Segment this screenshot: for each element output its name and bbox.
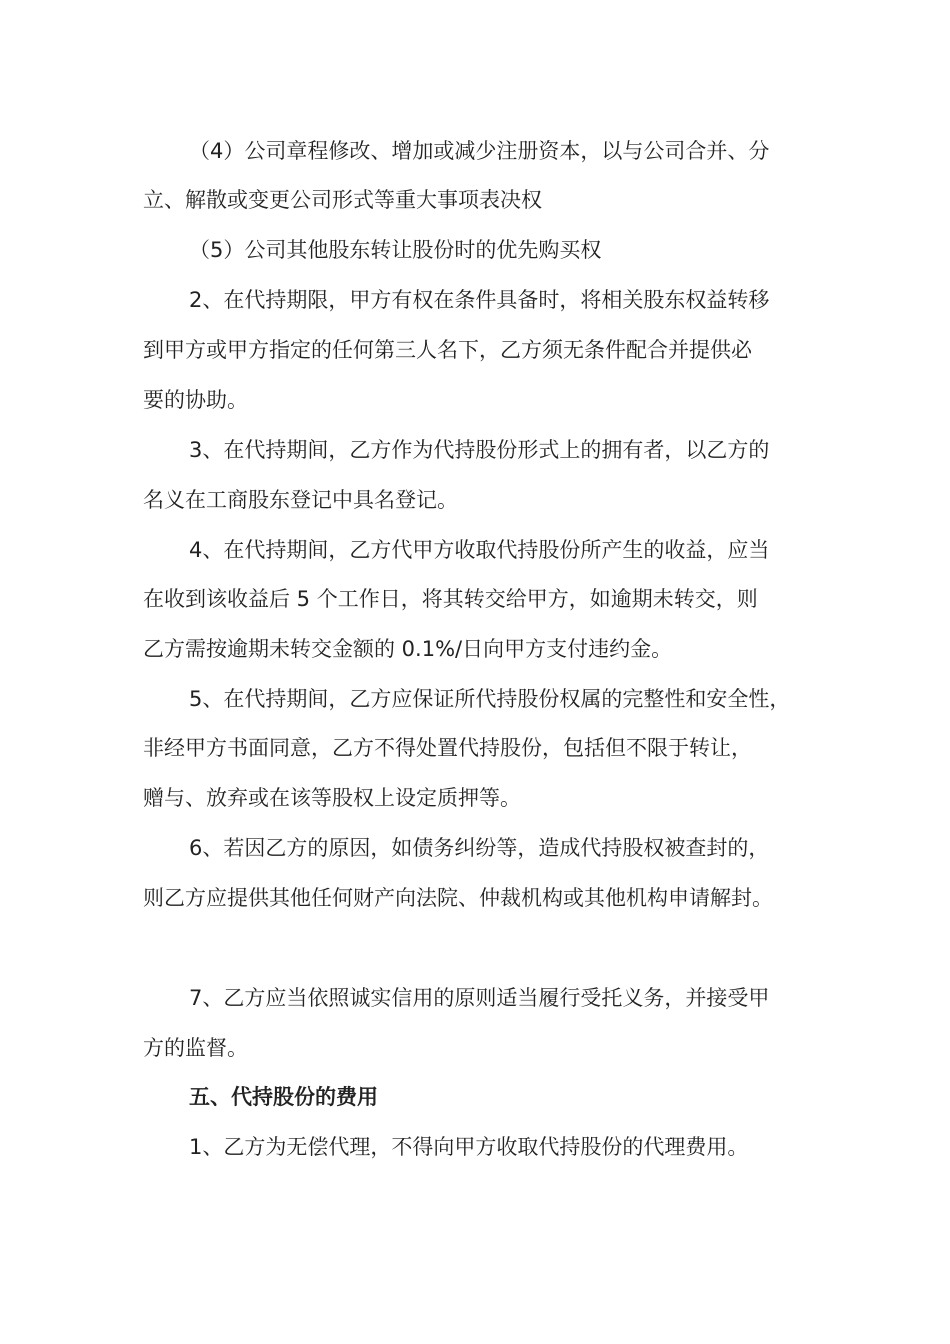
clause-2-line-3: 要的协助。: [143, 388, 248, 412]
clause-4-line-1: 4、在代持期间，乙方代甲方收取代持股份所产生的收益，应当: [189, 538, 770, 562]
clause-6-line-2: 则乙方应提供其他任何财产向法院、仲裁机构或其他机构申请解封。: [143, 886, 773, 910]
clause-5-line-1: 5、在代持期间，乙方应保证所代持股份权属的完整性和安全性，: [189, 687, 791, 711]
clause-4-line-2: 在收到该收益后 5 个工作日，将其转交给甲方，如逾期未转交，则: [143, 587, 758, 611]
clause-4-line-3: 乙方需按逾期未转交金额的 0.1%/日向甲方支付违约金。: [143, 637, 673, 661]
clause-4-4-line-1: （4）公司章程修改、增加或减少注册资本，以与公司合并、分: [189, 139, 770, 163]
clause-3-line-1: 3、在代持期间，乙方作为代持股份形式上的拥有者，以乙方的: [189, 438, 770, 462]
clause-4-4-line-2: 立、解散或变更公司形式等重大事项表决权: [143, 188, 542, 212]
section-5-heading: 五、代持股份的费用: [189, 1085, 378, 1109]
clause-5-line-3: 赠与、放弃或在该等股权上设定质押等。: [143, 786, 521, 810]
clause-6-line-1: 6、若因乙方的原因，如债务纠纷等，造成代持股权被查封的，: [189, 836, 770, 860]
clause-7-line-2: 方的监督。: [143, 1036, 248, 1060]
section-5-clause-1: 1、乙方为无偿代理，不得向甲方收取代持股份的代理费用。: [189, 1135, 749, 1159]
clause-3-line-2: 名义在工商股东登记中具名登记。: [143, 488, 458, 512]
clause-7-line-1: 7、乙方应当依照诚实信用的原则适当履行受托义务，并接受甲: [189, 986, 770, 1010]
clause-5-line-2: 非经甲方书面同意，乙方不得处置代持股份，包括但不限于转让，: [143, 736, 752, 760]
clause-4-5-line: （5）公司其他股东转让股份时的优先购买权: [189, 238, 602, 262]
clause-2-line-2: 到甲方或甲方指定的任何第三人名下，乙方须无条件配合并提供必: [143, 338, 752, 362]
clause-2-line-1: 2、在代持期限，甲方有权在条件具备时，将相关股东权益转移: [189, 288, 770, 312]
